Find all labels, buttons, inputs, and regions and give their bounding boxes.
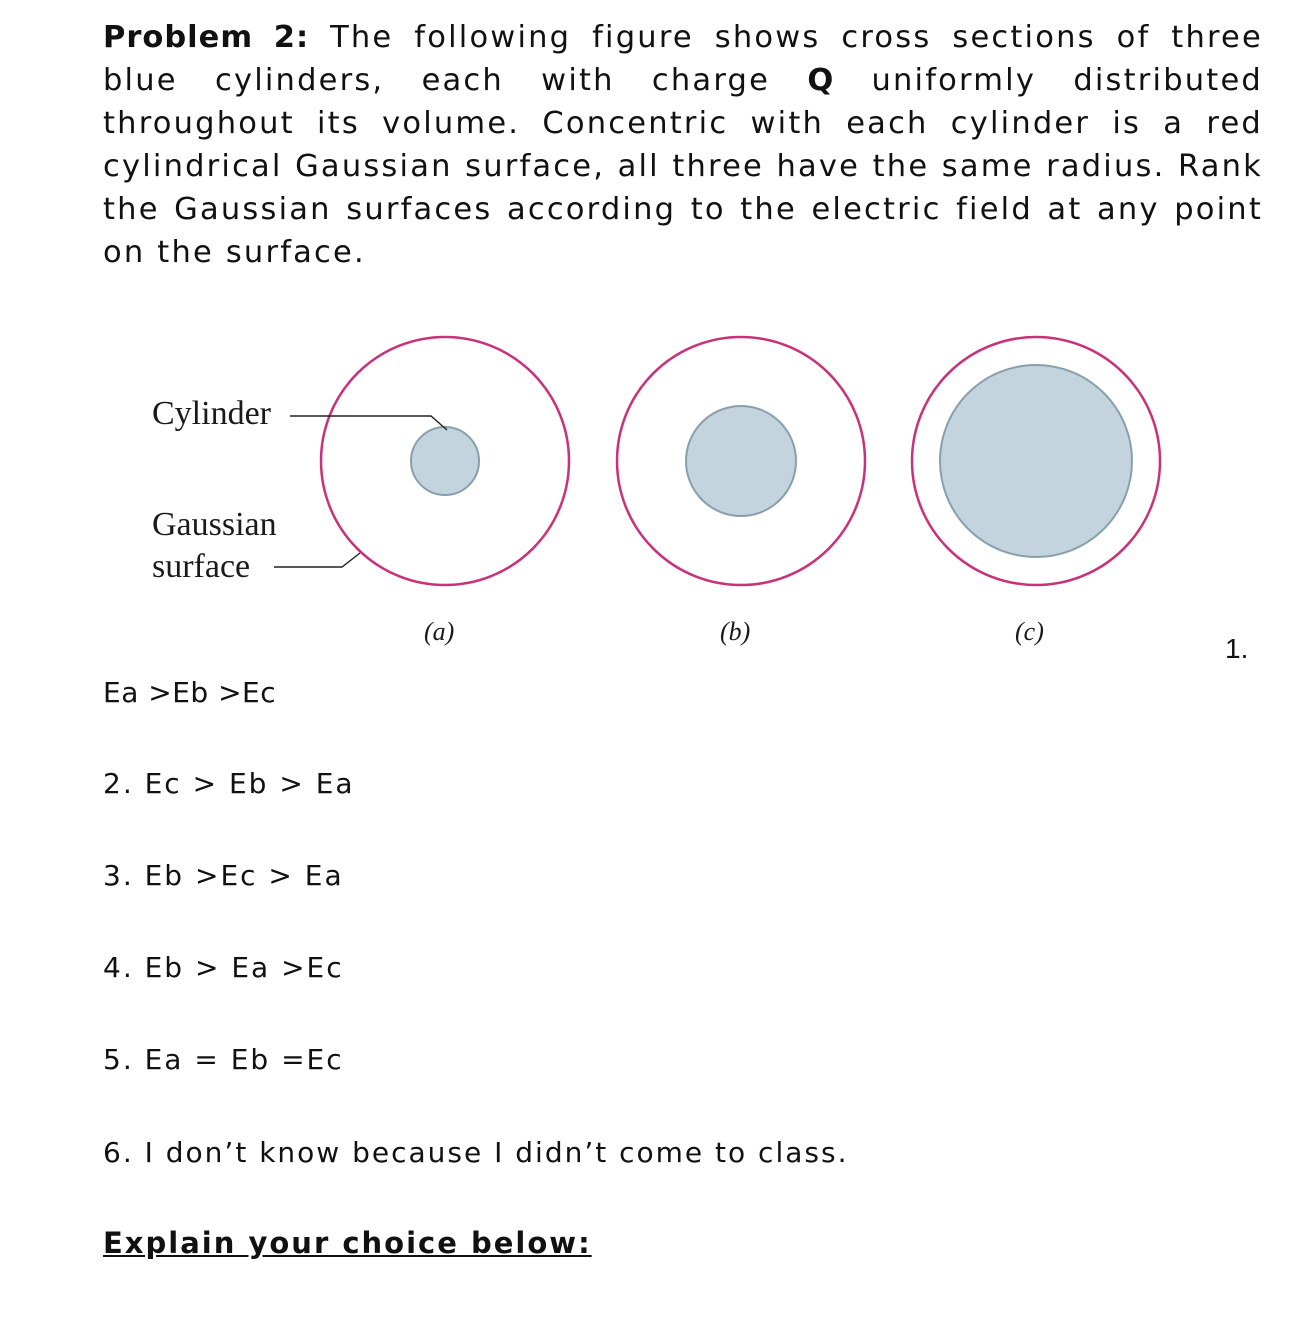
problem-text-part2: uniformly distributed throughout its volume. Concentric with each cylinder is a red cylindrical Gaussian surface, all three have the same radius. Rank the Gaussian surfaces according to the electric field at any point on the surface. [103,63,1263,270]
option-1: Ea >Eb >Ec [103,676,277,709]
cylinder-leader-line [290,416,447,430]
cylinder-figure [0,300,1313,670]
option-2: 2. Ec > Eb > Ea [103,767,355,800]
gaussian-leader-line [274,553,360,567]
panel-label-a: (a) [424,617,455,646]
problem-text-part1: The following figure shows cross sections of three blue cylinders, each with charge [103,20,1263,98]
problem-label: Problem 2: [103,20,310,55]
gaussian-label-line1: Gaussian [152,506,277,543]
panel-label-c: (c) [1015,617,1044,646]
option-3: 3. Eb >Ec > Ea [103,859,344,892]
cylinder-label: Cylinder [152,395,271,432]
option-6: 6. I don’t know because I didn’t come to class. [103,1136,849,1169]
option-4: 4. Eb > Ea >Ec [103,951,344,984]
problem-statement [103,16,1263,274]
option-1-number: 1. [1225,633,1249,664]
gaussian-label-line2: surface [152,548,251,585]
charge-symbol: Q [807,63,835,98]
explain-heading: Explain your choice below: [103,1226,592,1260]
cylinder-b [686,406,796,516]
option-5: 5. Ea = Eb =Ec [103,1043,344,1076]
cylinder-c [940,365,1132,557]
cylinder-a [411,427,479,495]
panel-label-b: (b) [720,617,751,646]
